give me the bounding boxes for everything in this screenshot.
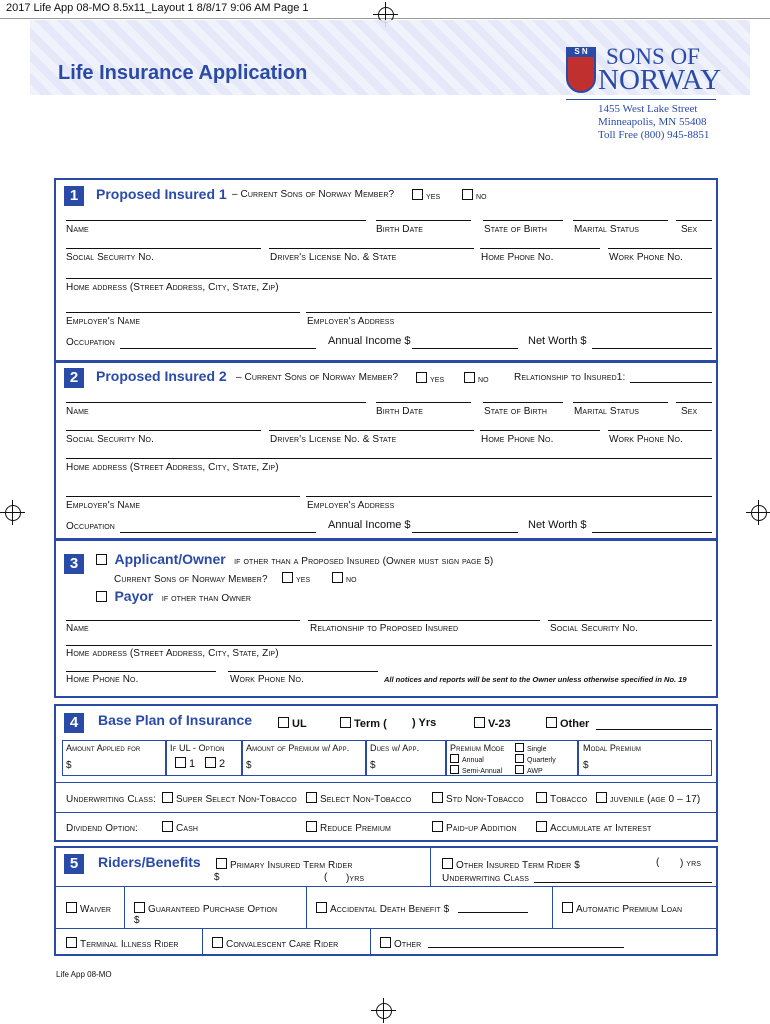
s5-other-term-checkbox[interactable] [442,858,453,869]
s4-ul-option[interactable]: UL [278,717,307,730]
logo-letters: S N [566,47,596,57]
s4-opt2[interactable]: 2 [205,757,225,770]
s2-relationship-field[interactable] [630,382,712,383]
section-2-number: 2 [64,368,84,388]
s2-state-of-birth-label: State of Birth [484,406,548,417]
s4-modal-premium-box[interactable] [578,740,712,776]
s4-uw-class-label: Underwriting Class: [66,794,156,805]
s4-dues-label: Dues w/ App. [370,743,420,753]
s5-accidental-checkbox[interactable] [316,902,327,913]
s1-net-worth-field[interactable] [592,348,712,349]
s5-divider-v1 [430,848,431,886]
s3-relationship-field[interactable] [308,620,540,621]
s4-paid-up-option[interactable]: Paid-up Addition [432,821,517,834]
s3-notice: All notices and reports will be sent to the Owner unless otherwise specified in No. 19 [384,675,687,684]
s1-employer-label: Employer's Name [66,316,141,327]
s4-opt1[interactable]: 1 [175,757,195,770]
s1-dl-field[interactable] [269,248,474,249]
registration-mark-right [751,505,767,521]
s4-amount-applied-label: Amount Applied for [66,743,141,753]
s5-accidental-option[interactable]: Accidental Death Benefit $ [316,902,449,915]
s5-other-yrs-close: ) yrs [680,858,702,869]
registration-mark-left [5,505,21,521]
org-name-bottom: NORWAY [598,64,722,96]
s5-waiver-checkbox[interactable] [66,902,77,913]
section-3-title: Applicant/Owner [114,551,226,567]
section-4-number: 4 [64,713,84,733]
s4-dues-dollar: $ [370,760,376,771]
s4-awp-checkbox[interactable] [515,765,524,774]
s2-dl-label: Driver's License No. & State [270,434,397,445]
s4-tobacco-option[interactable]: Tobacco [536,792,587,805]
s5-primary-term-checkbox[interactable] [216,858,227,869]
s4-amount-applied-box[interactable] [62,740,166,776]
s4-premium-label: Amount of Premium w/ App. [246,743,350,753]
s5-other-checkbox[interactable] [380,937,391,948]
s4-select-option[interactable]: Select Non-Tobacco [306,792,411,805]
s1-name-field[interactable] [66,220,366,221]
s1-employer-address-field[interactable] [306,312,712,313]
s5-other-option[interactable]: Other [380,937,421,950]
s2-home-phone-label: Home Phone No. [481,434,554,445]
s4-awp-option[interactable]: AWP [515,765,543,775]
s4-juvenile-checkbox[interactable] [596,792,607,803]
s4-juvenile-option[interactable]: juvenile (age 0 – 17) [596,792,700,805]
s4-paid-up-checkbox[interactable] [432,821,443,832]
s5-uw-class-field[interactable] [534,882,712,883]
s5-primary-term-option[interactable]: Primary Insured Term Rider [216,858,352,871]
s1-work-phone-label: Work Phone No. [609,252,683,263]
s1-home-phone-field[interactable] [480,248,600,249]
s4-v23-checkbox[interactable] [474,717,485,728]
s3-owner-option[interactable] [96,551,493,569]
s4-other-checkbox[interactable] [546,717,557,728]
s2-home-address-label: Home address (Street Address, City, State, Zip) [66,462,279,473]
section-1-title: Proposed Insured 1 [96,186,227,202]
s4-divider-1 [56,782,716,783]
s2-employer-label: Employer's Name [66,500,141,511]
s2-marital-field[interactable] [573,402,668,403]
s5-terminal-option[interactable]: Terminal Illness Rider [66,937,179,950]
s1-net-worth-label: Net Worth $ [528,335,587,347]
s4-premium-mode-label: Premium Mode [450,743,505,753]
section-2-title: Proposed Insured 2 [96,368,227,384]
s5-divider-v3 [306,886,307,928]
s5-other-term-option[interactable]: Other Insured Term Rider $ [442,858,580,871]
s5-divider-h1 [56,886,716,887]
s2-marital-label: Marital Status [574,406,640,417]
org-address2: Minneapolis, MN 55408 [598,116,707,128]
s4-premium-dollar: $ [246,760,252,771]
s2-net-worth-field[interactable] [592,532,712,533]
s4-reduce-checkbox[interactable] [306,821,317,832]
s4-divider-2 [56,812,716,813]
s2-home-address-field[interactable] [66,458,712,459]
s4-std-option[interactable]: Std Non-Tobacco [432,792,524,805]
shield-icon [566,55,596,93]
s1-occupation-field[interactable] [120,348,316,349]
s4-accumulate-option[interactable]: Accumulate at Interest [536,821,651,834]
s4-ul-option-box[interactable] [166,740,242,776]
s2-net-worth-label: Net Worth $ [528,519,587,531]
s4-std-checkbox[interactable] [432,792,443,803]
s2-home-phone-field[interactable] [480,430,600,431]
s3-payor-checkbox[interactable] [96,591,107,602]
s5-uw-class-label: Underwriting Class [442,873,529,884]
s3-ssn-label: Social Security No. [550,623,638,634]
s5-apl-checkbox[interactable] [562,902,573,913]
s2-no-checkbox[interactable] [464,372,475,383]
s1-state-of-birth-label: State of Birth [484,224,548,235]
s1-employer-address-label: Employer's Address [307,316,395,327]
s2-birth-date-label: Birth Date [376,406,423,417]
s4-super-select-checkbox[interactable] [162,792,173,803]
s3-home-phone-field[interactable] [66,671,216,672]
footer-code: Life App 08-MO [56,970,112,979]
s1-ssn-label: Social Security No. [66,252,154,263]
s1-work-phone-field[interactable] [608,248,712,249]
registration-mark-bottom [376,1003,392,1019]
s4-single-option[interactable]: Single [515,743,546,753]
s2-employer-field[interactable] [66,496,300,497]
s1-marital-label: Marital Status [574,224,640,235]
s4-modal-premium-dollar: $ [583,760,589,771]
s3-home-address-field[interactable] [66,645,712,646]
s5-accidental-field[interactable] [458,912,528,913]
s4-tobacco-checkbox[interactable] [536,792,547,803]
s3-no-checkbox[interactable] [332,572,343,583]
s5-terminal-checkbox[interactable] [66,937,77,948]
s1-home-address-field[interactable] [66,278,712,279]
s1-income-field[interactable] [412,348,518,349]
s4-ul-option-label: If UL - Option [170,743,225,753]
s5-primary-yrs-close: )yrs [346,873,365,884]
s3-yes-checkbox[interactable] [282,572,293,583]
s4-semi-checkbox[interactable] [450,765,459,774]
s1-sex-label: Sex [681,224,698,235]
s4-accumulate-checkbox[interactable] [536,821,547,832]
s3-owner-checkbox[interactable] [96,554,107,565]
s3-no-option[interactable]: no [332,572,357,585]
section-5 [54,846,718,956]
s1-marital-field[interactable] [573,220,668,221]
s1-name-label: Name [66,224,89,235]
s2-no-option[interactable]: no [464,372,489,385]
s5-divider-v2 [124,886,125,928]
s5-primary-dollar: $ [214,872,220,883]
s1-home-address-label: Home address (Street Address, City, State, Zip) [66,282,279,293]
print-header-text: 2017 Life App 08-MO 8.5x11_Layout 1 8/8/17 9:06 AM Page 1 [6,2,309,14]
s2-income-label: Annual Income $ [328,519,411,531]
s2-member-question: – Current Sons of Norway Member? [236,372,399,383]
s4-ul-checkbox[interactable] [278,717,289,728]
s2-yes-checkbox[interactable] [416,372,427,383]
s4-annual-option[interactable]: Annual [450,754,484,764]
s1-income-label: Annual Income $ [328,335,411,347]
s4-premium-box[interactable] [242,740,366,776]
s2-yes-option[interactable]: yes [416,372,444,385]
s1-no-checkbox[interactable] [462,189,473,200]
s2-work-phone-label: Work Phone No. [609,434,683,445]
s3-payor-note: if other than Owner [161,593,252,604]
s4-amount-applied-dollar: $ [66,760,72,771]
s2-work-phone-field[interactable] [608,430,712,431]
s4-premium-mode-box[interactable] [446,740,578,776]
s4-term-yrs: ) Yrs [412,717,437,729]
s5-convalescent-option[interactable]: Convalescent Care Rider [212,937,338,950]
org-address1: 1455 West Lake Street [598,103,698,115]
s5-divider-v6 [370,928,371,956]
s3-title-note: if other than a Proposed Insured (Owner must sign page 5) [234,556,494,567]
s3-work-phone-label: Work Phone No. [230,674,304,685]
s4-select-checkbox[interactable] [306,792,317,803]
s1-state-of-birth-field[interactable] [483,220,563,221]
s4-quarterly-checkbox[interactable] [515,754,524,763]
org-divider [566,99,716,100]
section-3 [54,538,718,698]
s3-name-field[interactable] [66,620,300,621]
s1-sex-field[interactable] [676,220,712,221]
s2-sex-field[interactable] [676,402,712,403]
s2-name-label: Name [66,406,89,417]
s2-occupation-field[interactable] [120,532,316,533]
s2-occupation-label: Occupation [66,521,115,532]
s5-other-field[interactable] [428,947,624,948]
s3-payor-title: Payor [114,588,154,604]
s2-ssn-label: Social Security No. [66,434,154,445]
s2-state-of-birth-field[interactable] [483,402,563,403]
s1-birth-date-field[interactable] [376,220,471,221]
s5-other-yrs-open: ( [656,857,660,868]
s3-yes-option[interactable]: yes [282,572,310,585]
section-3-number: 3 [64,554,84,574]
s1-yes-option[interactable]: yes [412,189,440,202]
s4-opt2-checkbox[interactable] [205,757,216,768]
s4-term-checkbox[interactable] [340,717,351,728]
s2-birth-date-field[interactable] [376,402,471,403]
s2-employer-address-label: Employer's Address [307,500,395,511]
s3-relationship-label: Relationship to Proposed Insured [310,623,459,634]
section-1-number: 1 [64,186,84,206]
s3-work-phone-field[interactable] [228,671,378,672]
s5-guaranteed-checkbox[interactable] [134,902,145,913]
s2-ssn-field[interactable] [66,430,261,431]
s3-member-question: Current Sons of Norway Member? [114,574,268,585]
s4-opt1-checkbox[interactable] [175,757,186,768]
s5-waiver-option[interactable]: Waiver [66,902,111,915]
s4-dividend-label: Dividend Option: [66,823,138,834]
s4-other-field[interactable] [596,729,712,730]
s1-employer-field[interactable] [66,312,300,313]
page-title: Life Insurance Application [58,62,308,84]
s2-name-field[interactable] [66,402,366,403]
section-4 [54,704,718,842]
org-phone: Toll Free (800) 945-8851 [598,129,710,141]
s1-dl-label: Driver's License No. & State [270,252,397,263]
s4-v23-option[interactable]: V-23 [474,717,511,730]
s4-reduce-option[interactable]: Reduce Premium [306,821,391,834]
section-5-title: Riders/Benefits [98,854,201,870]
s2-relationship-label: Relationship to Insured1: [514,372,626,383]
s1-ssn-field[interactable] [66,248,261,249]
s3-home-phone-label: Home Phone No. [66,674,139,685]
s3-payor-option[interactable] [96,588,251,606]
s1-occupation-label: Occupation [66,337,115,348]
s4-term-option[interactable]: Term ( [340,717,387,730]
s1-member-question: – Current Sons of Norway Member? [232,189,395,200]
s4-super-select-option[interactable]: Super Select Non-Tobacco [162,792,297,805]
s4-cash-checkbox[interactable] [162,821,173,832]
s4-single-checkbox[interactable] [515,743,524,752]
s5-convalescent-checkbox[interactable] [212,937,223,948]
s2-sex-label: Sex [681,406,698,417]
s3-name-label: Name [66,623,89,634]
s5-divider-v4 [552,886,553,928]
s5-divider-v5 [202,928,203,956]
s5-divider-h2 [56,928,716,929]
s3-ssn-field[interactable] [548,620,712,621]
s3-home-address-label: Home address (Street Address, City, State, Zip) [66,648,279,659]
s2-dl-field[interactable] [269,430,474,431]
s4-cash-option[interactable]: Cash [162,821,198,834]
s4-modal-premium-label: Modal Premium [583,743,641,753]
s5-guaranteed-dollar: $ [134,915,140,926]
s4-dues-box[interactable] [366,740,446,776]
s5-apl-option[interactable]: Automatic Premium Loan [562,902,682,915]
s2-employer-address-field[interactable] [306,496,712,497]
s2-income-field[interactable] [412,532,518,533]
section-2 [54,360,718,541]
s1-yes-checkbox[interactable] [412,189,423,200]
s4-semi-option[interactable]: Semi-Annual [450,765,502,775]
s4-other-option[interactable]: Other [546,717,589,730]
org-logo [566,47,596,97]
s4-annual-checkbox[interactable] [450,754,459,763]
section-1 [54,178,718,363]
s1-home-phone-label: Home Phone No. [481,252,554,263]
s1-no-option[interactable]: no [462,189,487,202]
s4-quarterly-option[interactable]: Quarterly [515,754,556,764]
section-4-title: Base Plan of Insurance [98,712,253,728]
s1-birth-date-label: Birth Date [376,224,423,235]
org-name-top: SONS OF [606,44,700,69]
section-5-number: 5 [64,854,84,874]
s5-guaranteed-option[interactable]: Guaranteed Purchase Option [134,902,277,915]
s5-primary-yrs-open: ( [324,872,328,883]
